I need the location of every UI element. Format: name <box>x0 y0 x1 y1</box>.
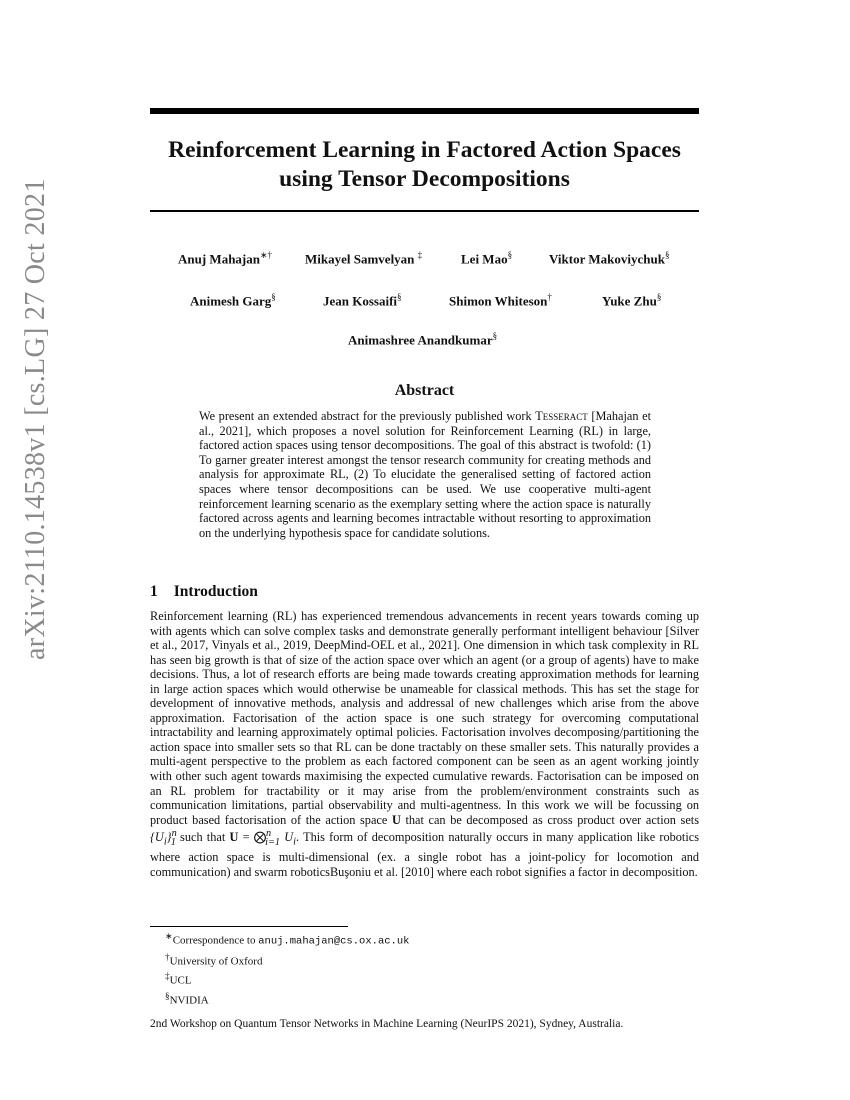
intro-paragraph: Reinforcement learning (RL) has experienced tremendous advancements in recent years towards coming up with agents which can solve complex tasks and demonstrate generally performant intelligent behaviour [Silver et al., 2017, Vinyals et al., 2019, DeepMind-OEL et al., 2021]. One dimension in which task complexity in RL has seen big growth is that of size of the action space over which an agent (or a group of agents) have to make decisions. Thus, a lot of research efforts are being made towards creating approximation methods for learning in large action spaces which would otherwise be unameable for classical methods. This has set the stage for development of innovative methods, analysis and addressal of new challenges which arise from the above approximation. Factorisation of the action space is one such strategy for overcoming computational intractability and learning approximately optimal policies. Factorisation involves decomposing/partitioning the action space into smaller sets so that RL can be done tractably on these smaller sets. This naturally provides a multi-agent perspective to the problem as each factored component can be seen as an agent working jointly with other such agent towards maximising the expected cumulative rewards. Factorisation can be imposed on an RL problem for tractability or it may arise from the problem/environment constraints such as communication limitations, partial observability and multi-agentness. In this work we will be focussing on product based factorisation of the action space U that can be decomposed as cross product over action sets $\{U_i\}^n_1$ such that U = ⨂$^n_{i=1}$ $U_i$. This form of decomposition naturally occurs in many application like robotics where action space is multi-dimensional (ex. a single robot has a joint-policy for locomotion and communication) and swarm roboticsBuşoniu et al. [2010] where each robot signifies a factor in decomposition. <box>150 609 699 879</box>
arxiv-stamp: arXiv:2110.14538v1 [cs.LG] 27 Oct 2021 <box>20 178 51 660</box>
author-3: Lei Mao§ <box>461 250 513 267</box>
section-heading: 1 Introduction <box>150 583 258 600</box>
abstract-text: We present an extended abstract for the previously published work Tesseract [Mahajan et al., 2021], which proposes a novel solution for Reinforcement Learning (RL) in large, factored action spaces using tensor decompositions. The goal of this abstract is twofold: (1) To garner greater interest amongst the tensor research community for creating methods and analysis for approximate RL, (2) To elucidate the generalised setting of factored action spaces where tensor decompositions can be used. We use cooperative multi-agent reinforcement learning scenario as the exemplary setting where the action space is naturally factored across agents and learning becomes intractable without resorting to approximation on the underlying hypothesis space for candidate solutions. <box>199 409 651 540</box>
footnote-nvidia: §NVIDIA <box>165 990 209 1007</box>
author-8: Yuke Zhu§ <box>602 292 662 309</box>
author-5: Animesh Garg§ <box>190 292 276 309</box>
work-name: Tesseract <box>535 409 588 423</box>
correspondence-email[interactable]: anuj.mahajan@cs.ox.ac.uk <box>258 935 410 948</box>
abstract-heading: Abstract <box>394 382 455 399</box>
venue-line: 2nd Workshop on Quantum Tensor Networks in Machine Learning (NeurIPS 2021), Sydney, Australia. <box>150 1018 624 1030</box>
author-1: Anuj Mahajan∗† <box>178 250 273 267</box>
footnote-ucl: ‡UCL <box>165 971 192 987</box>
footnote-oxford: †University of Oxford <box>165 951 263 968</box>
author-4: Viktor Makoviychuk§ <box>549 250 670 267</box>
author-9: Animashree Anandkumar§ <box>348 331 498 348</box>
paper-title: Reinforcement Learning in Factored Action Spaces using Tensor Decompositions <box>168 137 681 192</box>
title-top-rule <box>150 108 699 114</box>
title-bottom-rule <box>150 210 699 212</box>
author-2: Mikayel Samvelyan ‡ <box>305 250 423 267</box>
footnotes <box>165 929 409 1009</box>
footnote-correspondence: ∗Correspondence to anuj.mahajan@cs.ox.ac.uk <box>165 931 410 948</box>
author-7: Shimon Whiteson† <box>449 292 552 309</box>
author-6: Jean Kossaifi§ <box>323 292 402 309</box>
footnote-rule <box>150 926 348 927</box>
